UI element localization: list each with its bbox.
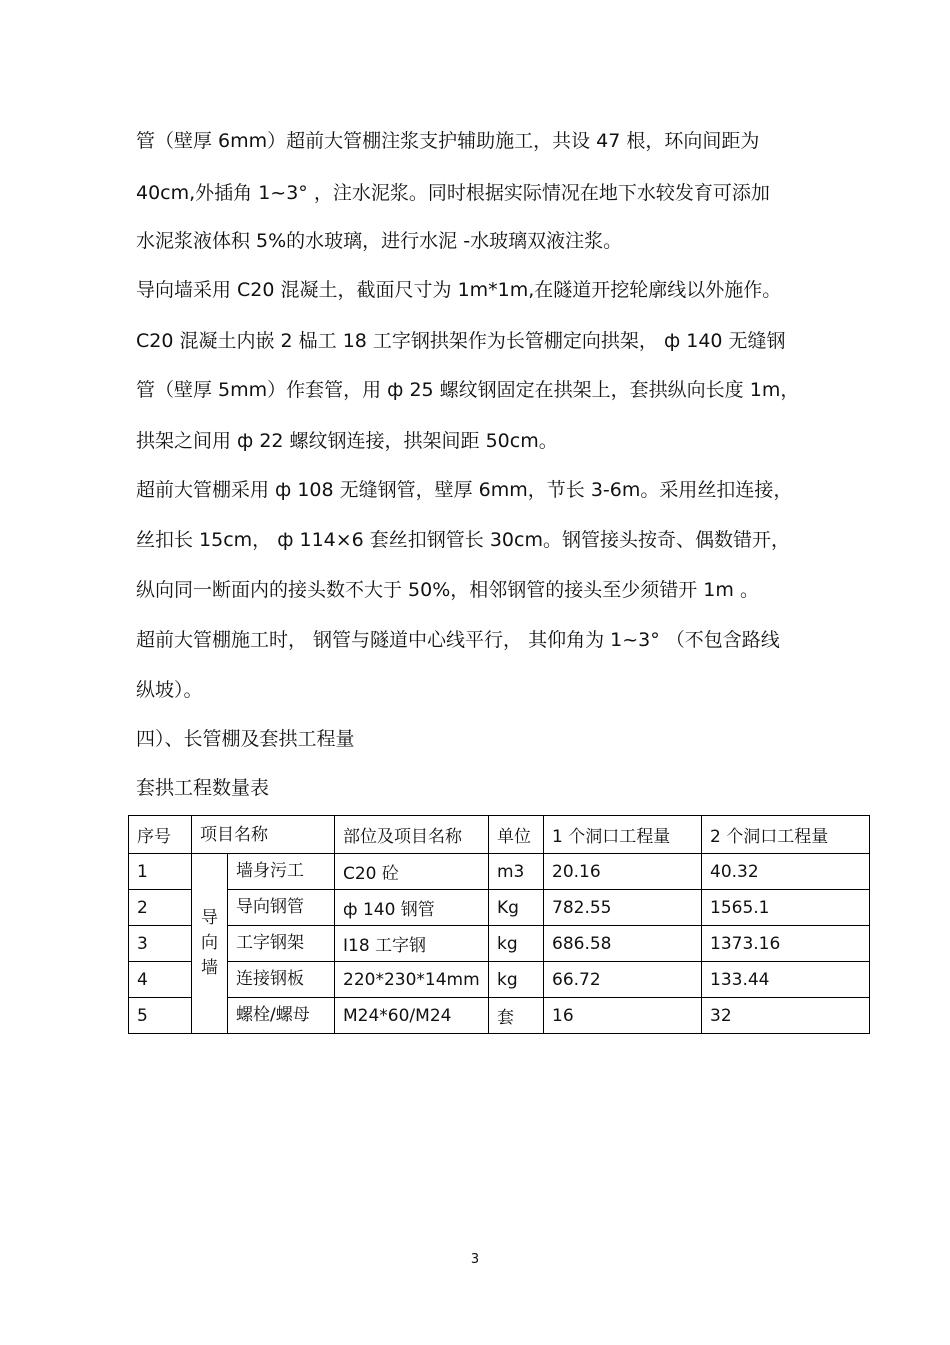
item-name: 工字钢架 xyxy=(228,926,335,962)
body-line: 丝扣长 15cm， ф 114×6 套丝扣钢管长 30cm。钢管接头按奇、偶数错开， xyxy=(136,529,790,551)
qty-one-portal: 20.16 xyxy=(544,854,702,890)
body-line: 纵向同一断面内的接头数不大于 50%，相邻钢管的接头至少须错开 1m 。 xyxy=(136,579,759,601)
row-number: 3 xyxy=(129,926,192,962)
unit-cell: m3 xyxy=(489,854,544,890)
group-label-char: 墙 xyxy=(201,958,218,978)
table-row xyxy=(129,962,870,998)
qty-two-portals: 32 xyxy=(702,998,870,1034)
item-name: 连接钢板 xyxy=(228,962,335,998)
row-number: 5 xyxy=(129,998,192,1034)
part-name: M24*60/M24 xyxy=(335,998,489,1034)
body-line: 40cm,外插角 1~3° ，注水泥浆。同时根据实际情况在地下水较发育可添加 xyxy=(136,182,770,204)
section-heading: 四）、长管棚及套拱工程量 xyxy=(136,728,355,750)
qty-one-portal: 16 xyxy=(544,998,702,1034)
group-label-cell xyxy=(192,854,228,1034)
body-line: 水泥浆液体积 5%的水玻璃，进行水泥 -水玻璃双液注浆。 xyxy=(136,230,623,252)
header-cell: 1 个洞口工程量 xyxy=(544,816,702,854)
part-name: I18 工字钢 xyxy=(335,926,489,962)
unit-cell: 套 xyxy=(489,998,544,1034)
unit-cell: kg xyxy=(489,962,544,998)
quantity-table xyxy=(128,815,870,1034)
header-cell: 2 个洞口工程量 xyxy=(702,816,870,854)
part-name: ф 140 钢管 xyxy=(335,890,489,926)
qty-two-portals: 1565.1 xyxy=(702,890,870,926)
qty-one-portal: 686.58 xyxy=(544,926,702,962)
unit-cell: kg xyxy=(489,926,544,962)
body-line: 管（壁厚 6mm）超前大管棚注浆支护辅助施工，共设 47 根，环向间距为 xyxy=(136,130,760,152)
body-line: 超前大管棚采用 ф 108 无缝钢管，壁厚 6mm，节长 3-6m。采用丝扣连接， xyxy=(136,479,793,501)
body-line: 导向墙采用 C20 混凝土，截面尺寸为 1m*1m,在隧道开挖轮廓线以外施作。 xyxy=(136,279,782,301)
table-row xyxy=(129,854,870,890)
qty-two-portals: 133.44 xyxy=(702,962,870,998)
row-number: 4 xyxy=(129,962,192,998)
header-cell: 部位及项目名称 xyxy=(335,816,489,854)
item-name: 墙身污工 xyxy=(228,854,335,890)
body-line: 纵坡）。 xyxy=(136,679,203,701)
part-name: 220*230*14mm xyxy=(335,962,489,998)
group-label-char: 导 xyxy=(201,908,218,928)
header-cell: 序号 xyxy=(129,816,192,854)
table-title: 套拱工程数量表 xyxy=(136,777,270,799)
unit-cell: Kg xyxy=(489,890,544,926)
body-line: 超前大管棚施工时， 钢管与隧道中心线平行， 其仰角为 1~3° （不包含路线 xyxy=(136,629,780,651)
header-cell: 单位 xyxy=(489,816,544,854)
header-cell: 项目名称 xyxy=(192,816,335,854)
item-name: 螺栓/螺母 xyxy=(228,998,335,1034)
row-number: 2 xyxy=(129,890,192,926)
qty-one-portal: 782.55 xyxy=(544,890,702,926)
body-line: 拱架之间用 ф 22 螺纹钢连接，拱架间距 50cm。 xyxy=(136,430,558,452)
table-row xyxy=(129,926,870,962)
part-name: C20 砼 xyxy=(335,854,489,890)
item-name: 导向钢管 xyxy=(228,890,335,926)
table-row xyxy=(129,890,870,926)
table-header-row xyxy=(129,816,870,854)
qty-two-portals: 1373.16 xyxy=(702,926,870,962)
qty-one-portal: 66.72 xyxy=(544,962,702,998)
page-number: 3 xyxy=(470,1252,480,1267)
group-label-char: 向 xyxy=(201,933,218,953)
qty-two-portals: 40.32 xyxy=(702,854,870,890)
table-row xyxy=(129,998,870,1034)
body-line: C20 混凝土内嵌 2 榀工 18 工字钢拱架作为长管棚定向拱架， ф 140 无缝钢 xyxy=(136,330,786,352)
body-line: 管（壁厚 5mm）作套管，用 ф 25 螺纹钢固定在拱架上，套拱纵向长度 1m， xyxy=(136,379,800,401)
row-number: 1 xyxy=(129,854,192,890)
